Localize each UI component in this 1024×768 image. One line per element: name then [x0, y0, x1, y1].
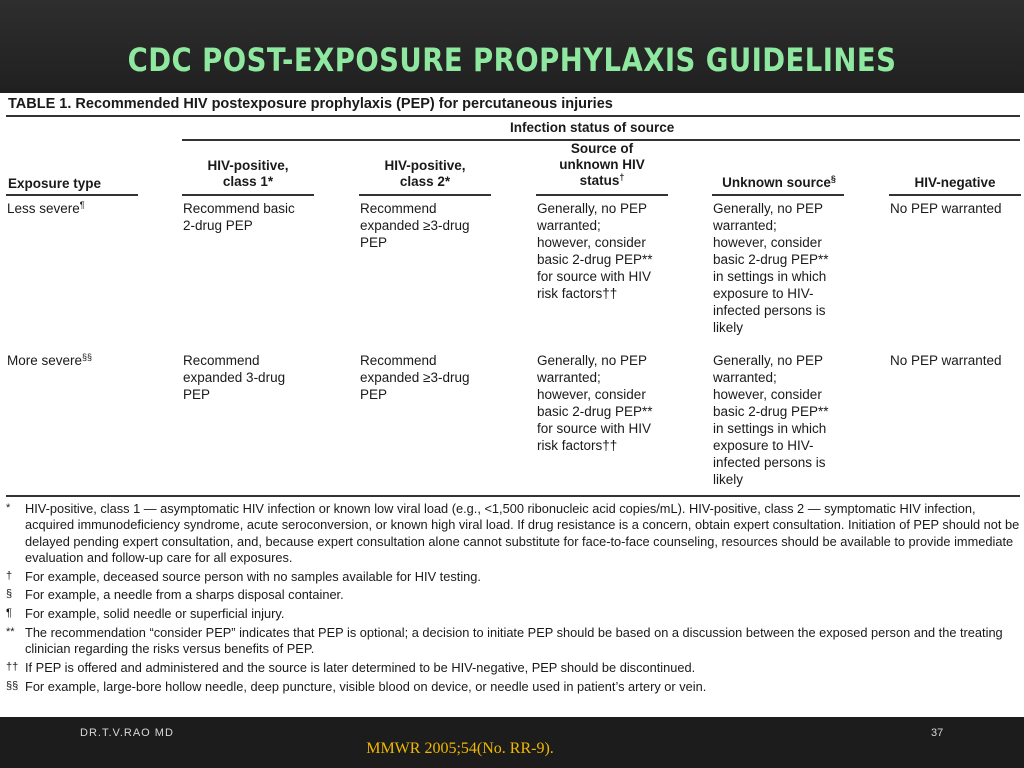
col-rule [359, 194, 491, 196]
table-cell: Recommend expanded ≥3-drug PEP [360, 353, 470, 402]
table-cell: No PEP warranted [890, 353, 1002, 368]
footnote: † For example, deceased source person with no samples available for HIV testing. [6, 568, 481, 584]
slide-title: CDC POST-EXPOSURE PROPHYLAXIS GUIDELINES [127, 41, 897, 79]
exposure-type-header: Exposure type [8, 176, 102, 191]
page-number: 37 [931, 727, 944, 739]
col-header-hiv-positive-class-2: HIV-positive, class 2* [384, 158, 466, 189]
col-rule [6, 194, 138, 196]
footnote: § For example, a needle from a sharps disposal container. [6, 587, 344, 603]
footnote: †† If PEP is offered and administered and the source is later determined to be HIV-negative, PEP should be discontinued. [6, 660, 696, 676]
table-cell: No PEP warranted [890, 201, 1002, 216]
table-document [0, 93, 1024, 717]
footnote-rule [6, 495, 1020, 497]
footnotes [6, 501, 1020, 698]
table-cell: Recommend basic 2-drug PEP [183, 201, 295, 233]
table-cell: Recommend expanded 3-drug PEP [183, 353, 286, 402]
footnote: * HIV-positive, class 1 — asymptomatic HIV infection or known low viral load (e.g., <1,500 ribonucleic acid copies/mL). HIV-positive, class 2 — symptomatic HIV infection, acquired immunodeficiency syndrome, acute seroconversion, or known high viral load. If drug resistance is a concern, obtain expert consultation. Initiation of PEP should not be delayed pending expert consultation, and, because expert consultation alone cannot substitute for face-to-face counseling, resources should be available to provide immediate evaluation and follow-up care for all exposures. [6, 501, 1020, 565]
footnote: ¶ For example, solid needle or superficial injury. [6, 606, 285, 622]
col-header-unknown-hiv-status: Source of unknown HIV status† [559, 141, 645, 188]
row-label-more-severe: More severe§§ [7, 352, 93, 368]
table-cell: Generally, no PEP warranted; however, consider basic 2-drug PEP** in settings in which exposure to HIV- infected persons is likely [713, 201, 829, 335]
col-header-hiv-negative: HIV-negative [914, 175, 996, 190]
table-cell: Generally, no PEP warranted; however, consider basic 2-drug PEP** for source with HIV risk factors†† [537, 201, 653, 301]
col-rule [712, 194, 844, 196]
footer-author: DR.T.V.RAO MD [80, 727, 174, 739]
col-rule [889, 194, 1021, 196]
slide-header [0, 0, 1024, 93]
col-rule [536, 194, 668, 196]
table-cell: Recommend expanded ≥3-drug PEP [360, 201, 470, 250]
col-header-hiv-positive-class-1: HIV-positive, class 1* [207, 158, 289, 189]
table-cell: Generally, no PEP warranted; however, consider basic 2-drug PEP** for source with HIV risk factors†† [537, 353, 653, 453]
table-cell: Generally, no PEP warranted; however, consider basic 2-drug PEP** in settings in which exposure to HIV- infected persons is likely [713, 353, 829, 487]
source-group-header: Infection status of source [510, 120, 675, 135]
row-label-less-severe: Less severe¶ [7, 200, 85, 216]
footnote: ** The recommendation “consider PEP” indicates that PEP is optional; a decision to initiate PEP should be based on a discussion between the exposed person and the treating clinician regarding the risks versus benefits of PEP. [6, 625, 1003, 657]
col-rule [182, 194, 314, 196]
citation: MMWR 2005;54(No. RR-9). [366, 740, 554, 757]
col-header-unknown-source: Unknown source§ [722, 174, 836, 190]
table-title: TABLE 1. Recommended HIV postexposure prophylaxis (PEP) for percutaneous injuries [8, 96, 613, 112]
footnote: §§ For example, large-bore hollow needle, deep puncture, visible blood on device, or needle used in patient’s artery or vein. [6, 678, 707, 694]
top-rule [6, 115, 1020, 117]
